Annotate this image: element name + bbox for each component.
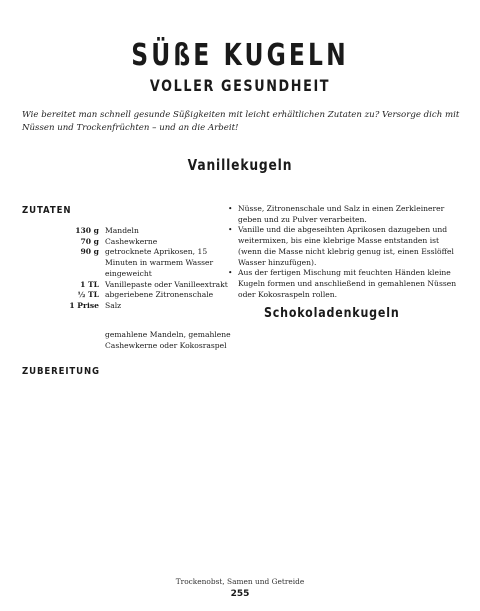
second-recipe-heading: Schokoladenkugeln bbox=[264, 305, 400, 321]
ingredient-row bbox=[28, 301, 235, 312]
preparation-steps bbox=[228, 204, 460, 300]
ingredient-name: Mandeln bbox=[105, 226, 139, 235]
step-item bbox=[228, 268, 460, 300]
step-text: Vanille und die abgeseihten Aprikosen dazugeben und weitermixen, bis eine klebrige Masse entstanden ist (wenn die Masse nicht klebrig genug ist, einen Esslöffel Wasser hinzufügen). bbox=[238, 225, 454, 267]
ingredient-amount: 1 Prise bbox=[69, 300, 99, 310]
step-text: Nüsse, Zitronenschale und Salz in einen Zerkleinerer geben und zu Pulver verarbeiten. bbox=[238, 204, 445, 224]
ingredient-row bbox=[28, 247, 235, 279]
ingredients-table bbox=[28, 226, 235, 312]
ingredient-name: Cashewkerne bbox=[105, 236, 158, 246]
step-item bbox=[228, 204, 460, 225]
page-number: 255 bbox=[230, 589, 250, 599]
intro-text: Wie bereitet man schnell gesunde Süßigkeiten mit leicht erhältlichen Zutaten zu? Versorge dich mit Nüssen und Trockenfrüchten – und an die Arbeit! bbox=[22, 110, 460, 133]
bullet-icon: • bbox=[228, 268, 233, 278]
ingredient-amount: 1 TL bbox=[80, 279, 99, 289]
bullet-icon: • bbox=[228, 204, 233, 213]
ingredient-name: Vanillepaste oder Vanilleextrakt bbox=[105, 279, 228, 289]
ingredient-row bbox=[28, 237, 235, 248]
ingredient-amount: 90 g bbox=[80, 247, 99, 257]
ingredient-amount: 130 g bbox=[75, 226, 99, 235]
page-title: SÜßE KUGELN bbox=[131, 38, 349, 73]
ingredient-coating: gemahlene Mandeln, gemahlene Cashewkerne oder Kokosraspel bbox=[105, 330, 231, 350]
step-item bbox=[228, 225, 460, 268]
bullet-icon: • bbox=[228, 225, 233, 235]
ingredient-row bbox=[28, 226, 235, 237]
ingredient-amount: ½ TL bbox=[77, 290, 99, 300]
ingredient-name: abgeriebene Zitronenschale bbox=[105, 290, 214, 300]
page-subtitle: VOLLER GESUNDHEIT bbox=[149, 76, 331, 95]
footer-chapter: Trockenobst, Samen und Getreide bbox=[175, 577, 305, 586]
ingredient-name: getrocknete Aprikosen, 15 Minuten in warmem Wasser eingeweicht bbox=[105, 247, 214, 278]
preparation-heading: ZUBEREITUNG bbox=[22, 366, 100, 377]
ingredients-heading: ZUTATEN bbox=[22, 205, 72, 216]
step-text: Aus der fertigen Mischung mit feuchten Händen kleine Kugeln formen und anschließend in gemahlenen Nüssen oder Kokosraspeln rollen. bbox=[238, 268, 457, 299]
ingredient-name: Salz bbox=[105, 300, 122, 310]
ingredient-row bbox=[28, 290, 235, 301]
ingredient-row bbox=[28, 280, 235, 291]
recipe-heading: Vanillekugeln bbox=[187, 156, 293, 174]
ingredient-amount: 70 g bbox=[80, 236, 99, 246]
